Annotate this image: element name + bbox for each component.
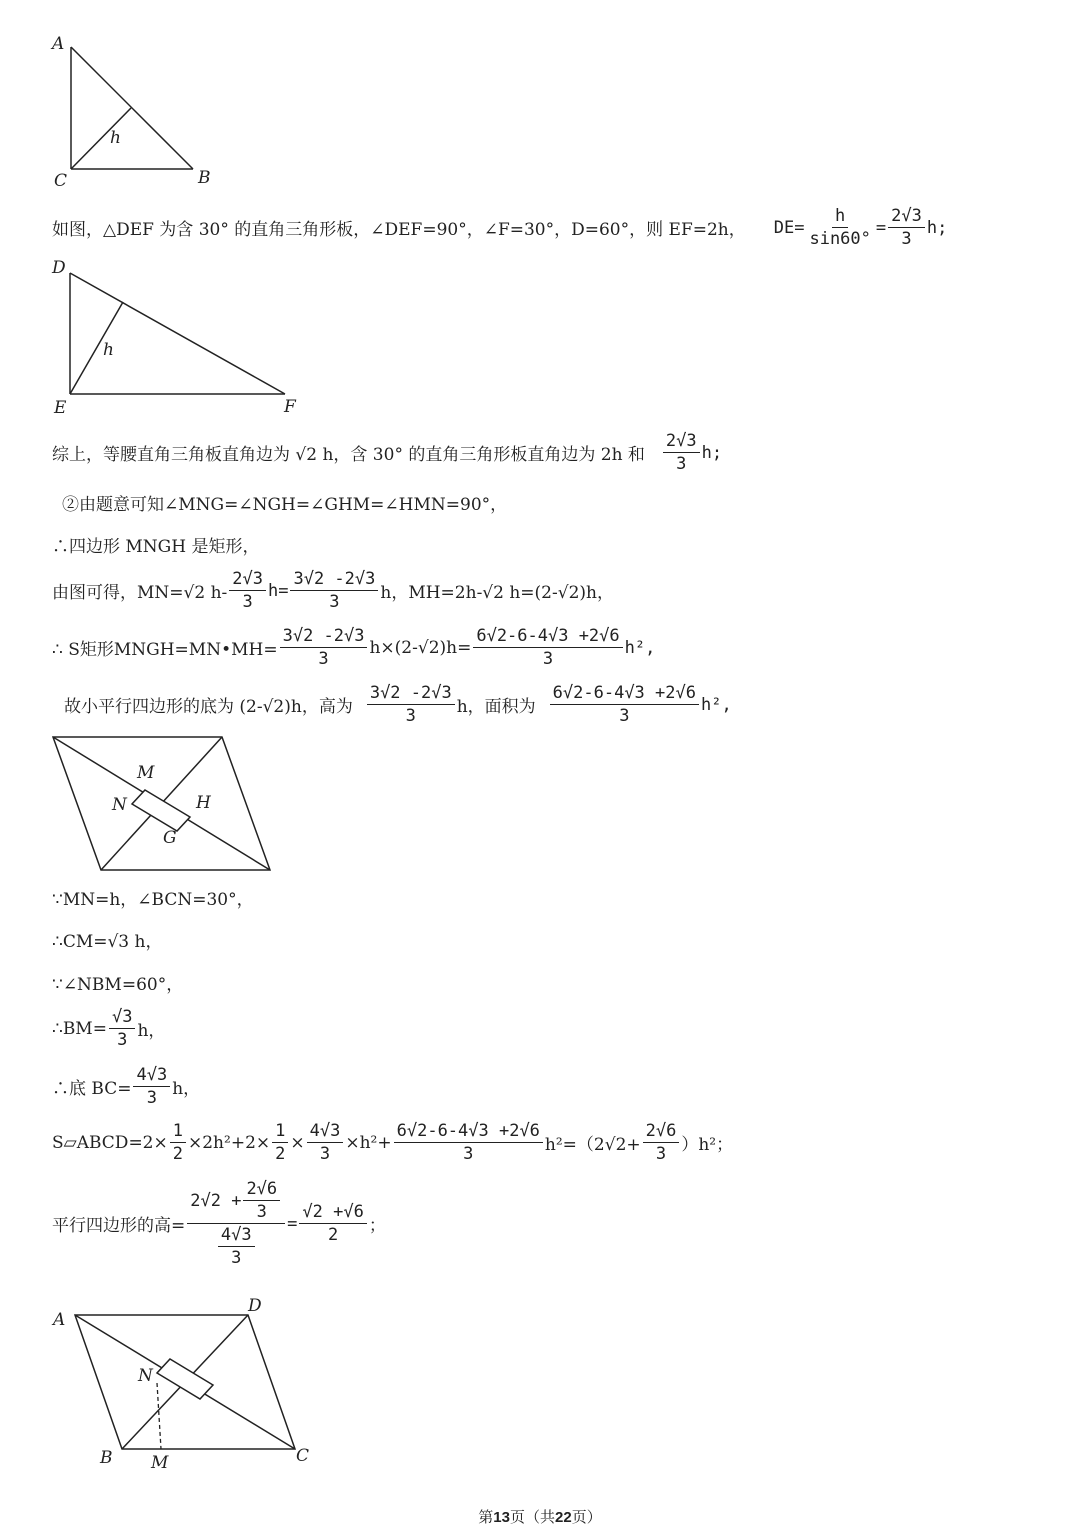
page-footer: 第13页（共22页） [478,1508,602,1526]
fraction: $\frac{√3}{3}$ [109,1006,135,1051]
line-bc: ∴底 BC= $\frac{4√3}{3}$ h， [52,1065,201,1108]
fraction: $\frac{2√3}{3}$ [888,205,925,250]
label-d: D [248,1296,262,1316]
label-h: h [103,340,114,360]
figure-triangle-abc [40,30,240,195]
label-g: G [163,828,177,848]
fraction: $\frac{4√3}{3}$ [307,1120,344,1165]
line-mn-mh: 由图可得，MN=√2 h- $\frac{2√3}{3}$ h= $\frac{3√2 -2√3}{3}$ h，MH=2h-√2 h=(2-√2)h， [52,569,614,612]
label-b: B [100,1448,113,1468]
fraction: $\frac{1}{2}$ [272,1120,288,1165]
label-m: M [151,1453,169,1473]
label-a: A [52,34,65,54]
label-n: N [112,795,127,815]
label-e: E [54,398,67,418]
fraction: $\frac{3√2 -2√3}{3}$ [367,682,455,727]
label-d: D [52,258,66,278]
label-a: A [53,1310,66,1330]
line-small-parallelogram: 故小平行四边形的底为 (2-√2)h，高为 $\frac{3√2 -2√3}{3}$ h，面积为 $\frac{6√2-6-4√3 +2√6}{3}$ h², [64,683,732,726]
line-area-abcd: S▱ABCD=2× $\frac{1}{2}$ ×2h²+2× $\frac{1}{2}$ × $\frac{4√3}{3}$ ×h²+ $\frac{6√2-6-4√3 +2√6}{3}$ h²=（2√2+ $\frac{2√6}{3}$ ）h²； [52,1121,734,1164]
label-b: B [198,168,211,188]
line-area-mngh: ∴ S矩形MNGH=MN•MH= $\frac{3√2 -2√3}{3}$ h×(2-√2)h= $\frac{6√2-6-4√3 +2√6}{3}$ h², [52,626,656,669]
fraction: $\frac{3√2 -2√3}{3}$ [290,568,378,613]
fraction: $\frac{2√3}{3}$ [229,568,266,613]
figure-parallelogram-mngh [50,735,280,875]
page-number: 13 [493,1509,510,1526]
label-h: H [196,793,211,813]
figure-triangle-def [40,255,310,420]
fraction: $\frac{√2 +√6}{2}$ [299,1201,366,1246]
fraction: $\frac{3√2 -2√3}{3}$ [280,625,368,670]
label-c: C [54,171,68,191]
fraction: $\frac{6√2-6-4√3 +2√6}{3}$ [473,625,622,670]
fraction: $\frac{h}{\sin 60^\circ}$ [809,206,871,249]
fraction: $\frac{2√6}{3}$ [643,1120,680,1165]
fraction: $\frac{6√2-6-4√3 +2√6}{3}$ [394,1120,543,1165]
label-m: M [137,763,155,783]
line-bm: ∴BM= $\frac{√3}{3}$ h， [52,1007,166,1050]
line-def-intro: 如图，△DEF 为含 30° 的直角三角形板，∠DEF=90°，∠F=30°，D=60°，则 EF=2h， DE= $\frac{h}{\sin 60^\circ}$ = $\frac{2√3}{3}$ h; [52,206,948,249]
line-angles: ②由题意可知∠MNG=∠NGH=∠GHM=∠HMN=90°， [62,495,508,515]
page-total: 22 [555,1509,572,1526]
fraction: $\frac{6√2-6-4√3 +2√6}{3}$ [550,682,699,727]
fraction: $\frac{1}{2}$ [170,1120,186,1165]
compound-fraction: 2√2 + $\frac{2√6}{3}$ $\frac{4√3}{3}$ [187,1178,285,1269]
line-cm: ∴CM=√3 h， [52,932,163,952]
fraction: $\frac{2√3}{3}$ [663,430,700,475]
fraction: $\frac{4√3}{3}$ [133,1064,170,1109]
figure-parallelogram-abcd [45,1295,325,1475]
line-summary: 综上，等腰直角三角板直角边为 √2 h，含 30° 的直角三角形板直角边为 2h 和 $\frac{2√3}{3}$ h; [52,431,723,474]
label-c: C [296,1446,310,1466]
line-nbm: ∵∠NBM=60°， [52,975,184,995]
line-height: 平行四边形的高= 2√2 + $\frac{2√6}{3}$ $\frac{4√3}{3}$ = $\frac{√2 +√6}{2}$ ； [52,1179,386,1268]
label-h: h [110,128,121,148]
label-f: F [284,397,296,417]
label-n: N [138,1366,153,1386]
line-rectangle: ∴四边形 MNGH 是矩形， [52,537,260,557]
line-given-mn: ∵MN=h，∠BCN=30°， [52,890,254,910]
